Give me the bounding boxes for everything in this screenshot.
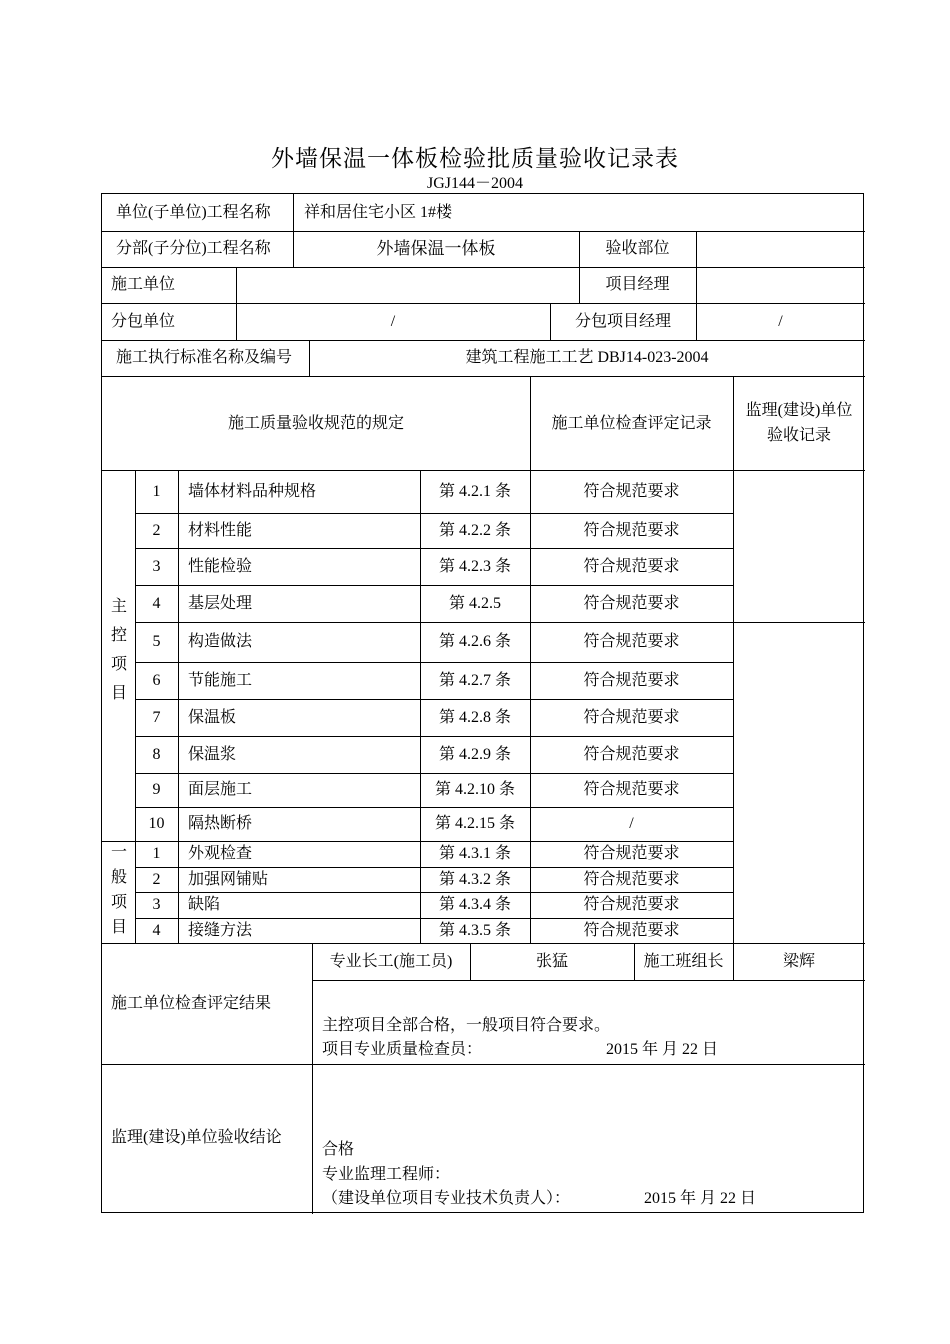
main-item-row-name: 墙体材料品种规格: [188, 482, 317, 500]
general-item-row-result: 符合规范要求: [583, 896, 680, 913]
supervising-engineer-label: 专业监理工程师：: [322, 1166, 451, 1183]
main-item-row-no: 4: [152, 594, 161, 612]
supervisor-sign-date: 2015 年 月 22 日: [644, 1190, 757, 1207]
contractor-result-label: 施工单位检查评定结果: [111, 995, 272, 1012]
general-item-row-name: 外观检查: [188, 845, 253, 862]
supervisor-result-label: 监理(建设)单位验收结论: [111, 1129, 282, 1146]
supervisor-record-header-line1: 监理(建设)单位: [745, 402, 853, 419]
main-item-row-name: 节能施工: [188, 671, 253, 689]
general-item-row-clause: 第 4.3.4 条: [438, 896, 511, 913]
general-item-row-clause: 第 4.3.5 条: [438, 921, 511, 939]
main-item-row-result: 符合规范要求: [583, 745, 680, 763]
main-item-row-name: 保温板: [188, 708, 237, 726]
main-item-row-clause: 第 4.2.1 条: [438, 482, 511, 500]
main-item-row-name: 保温浆: [188, 745, 237, 763]
main-item-row-no: 7: [152, 708, 161, 726]
main-item-row-clause: 第 4.2.3 条: [438, 557, 511, 575]
subproject-value: 外墙保温一体板: [376, 239, 496, 258]
general-item-row-clause: 第 4.3.2 条: [438, 870, 511, 888]
main-item-row-no: 9: [152, 781, 161, 798]
foreman-label: 专业长工(施工员): [329, 953, 453, 970]
main-item-row-clause: 第 4.2.6 条: [438, 633, 511, 650]
general-item-row-clause: 第 4.3.1 条: [438, 845, 511, 862]
general-item-row-no: 1: [152, 845, 161, 862]
subproject-label: 分部(子分位)工程名称: [116, 240, 271, 257]
general-item-row-no: 4: [152, 921, 161, 939]
main-item-row-clause: 第 4.2.10 条: [434, 781, 515, 798]
spec-column-header: 施工质量验收规范的规定: [227, 415, 404, 432]
main-item-row-clause: 第 4.2.8 条: [438, 708, 511, 726]
contractor-conclusion: 主控项目全部合格，一般项目符合要求。: [322, 1017, 611, 1034]
main-item-row-name: 隔热断桥: [188, 815, 253, 832]
project-name-label: 单位(子单位)工程名称: [116, 204, 271, 221]
main-item-row-no: 6: [152, 671, 161, 689]
contractor-record-column-header: 施工单位检查评定记录: [551, 415, 712, 432]
main-item-row-result: 符合规范要求: [583, 781, 680, 798]
main-item-row-clause: 第 4.2.5: [448, 594, 501, 612]
main-item-row-no: 1: [152, 482, 161, 500]
main-item-row-clause: 第 4.2.2 条: [438, 521, 511, 539]
main-item-row-no: 10: [148, 815, 165, 832]
main-item-row-result: 符合规范要求: [583, 708, 680, 726]
main-item-row-clause: 第 4.2.7 条: [438, 671, 511, 689]
general-item-row-name: 加强网铺贴: [188, 870, 269, 888]
exec-standard-value: 建筑工程施工工艺 DBJ14-023-2004: [465, 349, 709, 366]
exec-standard-label: 施工执行标准名称及编号: [116, 349, 293, 366]
general-item-row-name: 缺陷: [188, 896, 221, 913]
general-item-row-result: 符合规范要求: [583, 921, 680, 939]
main-item-row-result: 符合规范要求: [583, 521, 680, 539]
general-item-row-result: 符合规范要求: [583, 870, 680, 888]
main-item-row-no: 3: [152, 557, 161, 575]
team-leader-value: 梁辉: [782, 953, 815, 970]
project-name-value: 祥和居住宅小区 1#楼: [304, 204, 453, 221]
document-title: 外墙保温一体板检验批质量验收记录表: [271, 146, 679, 171]
main-items-group-label: 主 控 项 目: [110, 598, 127, 702]
team-leader-label: 施工班组长: [643, 953, 724, 970]
main-item-row-name: 性能检验: [188, 557, 253, 575]
main-item-row-result: 符合规范要求: [583, 633, 680, 650]
supervisor-conclusion: 合格: [322, 1141, 355, 1158]
sub-pm-value: /: [778, 313, 783, 330]
subcontractor-label: 分包单位: [111, 313, 176, 330]
main-item-row-name: 面层施工: [188, 781, 253, 798]
main-item-row-result: 符合规范要求: [583, 557, 680, 575]
main-item-row-name: 材料性能: [188, 521, 253, 539]
owner-representative-label: （建设单位项目专业技术负责人）：: [322, 1190, 571, 1207]
foreman-value: 张猛: [535, 953, 568, 970]
acceptance-part-label: 验收部位: [605, 240, 670, 257]
main-item-row-clause: 第 4.2.9 条: [438, 745, 511, 763]
main-item-row-name: 构造做法: [188, 633, 253, 650]
main-item-row-no: 8: [152, 745, 161, 763]
general-item-row-no: 2: [152, 870, 161, 888]
sub-pm-label: 分包项目经理: [574, 313, 671, 330]
general-item-row-no: 3: [152, 896, 161, 913]
main-item-row-result: 符合规范要求: [583, 671, 680, 689]
main-item-row-no: 5: [152, 633, 161, 650]
main-item-row-result: /: [629, 815, 634, 832]
main-item-row-result: 符合规范要求: [583, 594, 680, 612]
general-item-row-result: 符合规范要求: [583, 845, 680, 862]
general-items-group-label: 一 般 项 目: [110, 844, 127, 936]
main-item-row-no: 2: [152, 521, 161, 539]
general-item-row-name: 接缝方法: [188, 921, 253, 939]
supervisor-record-header-line2: 验收记录: [766, 427, 831, 444]
project-manager-label: 项目经理: [605, 276, 670, 293]
main-item-row-clause: 第 4.2.15 条: [434, 815, 515, 832]
inspector-label: 项目专业质量检查员：: [322, 1041, 483, 1058]
main-item-row-result: 符合规范要求: [583, 482, 680, 500]
contractor-label: 施工单位: [111, 276, 176, 293]
standard-code: JGJ144－2004: [426, 175, 523, 192]
main-item-row-name: 基层处理: [188, 594, 253, 612]
subcontractor-value: /: [390, 313, 396, 330]
inspection-record-table: [101, 193, 864, 1213]
contractor-sign-date: 2015 年 月 22 日: [606, 1041, 719, 1058]
